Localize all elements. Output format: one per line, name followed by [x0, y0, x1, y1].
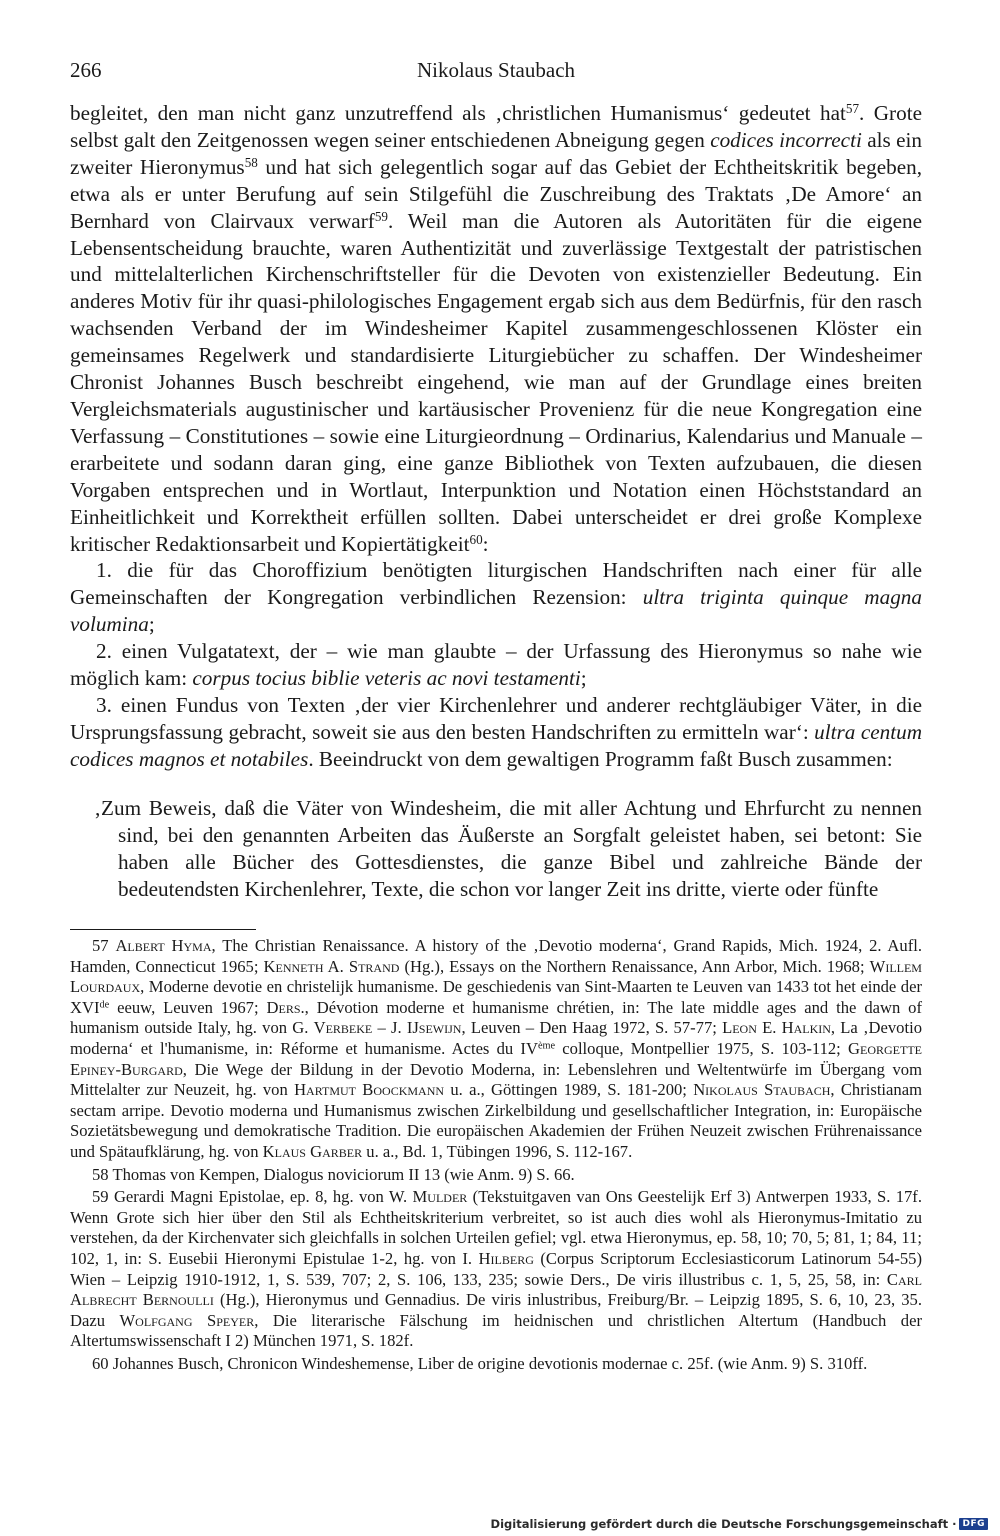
list-item: 3. einen Fundus von Texten ‚der vier Kirchenlehrer und anderer rechtgläubiger Väter, in die Ursprungsfassung gebracht, soweit sie aus den besten Handschriften zu ermitteln war‘: ultra centum codices magnos et notabiles. Beeindruckt von dem gewaltigen Programm faßt Busch zusammen:: [70, 692, 923, 771]
footnote-divider: [70, 929, 256, 930]
footnote-ref[interactable]: 59: [374, 208, 388, 224]
digitization-watermark: [491, 1517, 988, 1531]
footnote-ref[interactable]: 60: [469, 531, 483, 547]
footnote-58: 58 Thomas von Kempen, Dialogus noviciorum II 13 (wie Anm. 9) S. 66.: [92, 1164, 575, 1184]
footnotes: [70, 936, 922, 1376]
dfg-logo-icon: DFG: [959, 1518, 988, 1530]
footnote-ref[interactable]: 58: [244, 154, 258, 170]
body-text: [70, 100, 922, 773]
list-item: 1. die für das Choroffizium benötigten liturgischen Handschriften nach einer für alle Gemeinschaften der Kongregation verbindlichen Rezension: ultra triginta quinque magna volumina;: [70, 558, 922, 637]
running-head: Nikolaus Staubach: [416, 58, 576, 82]
footnote-57: 57 Albert Hyma, The Christian Renaissance. A history of the ‚Devotio moderna‘, Grand Rapids, Mich. 1924, 2. Aufl. Hamden, Connecticut 1965; Kenneth A. Strand (Hg.), Essays on the Northern Renaissance, Ann Arbor, Mich. 1968; Willem Lourdaux, Moderne devotie en christelijk humanisme. De geschiedenis van Sint-Maarten te Leuven van 1433 tot het einde der XVIde eeuw, Leuven 1967; Ders., Dévotion moderne et humanisme chrétien, in: The late middle ages and the dawn of humanism outside Italy, hg. von G. Verbeke – J. IJsewijn, Leuven – Den Haag 1972, S. 57-77; Leon E. Halkin, La ‚Devotio moderna‘ et l'humanisme, in: Réforme et humanisme. Actes du IVème colloque, Montpellier 1975, S. 103-112; Georgette Epiney-Burgard, Die Wege der Bildung in der Devotio Moderna, in: Lebenslehren und Weltentwürfe im Übergang vom Mittelalter zur Neuzeit, hg. von Hartmut Boockmann u. a., Göttingen 1989, S. 181-200; Nikolaus Staubach, Christianam sectam arripe. Devotio moderna und Humanismus zwischen Zirkelbildung und gesellschaftlicher Integration, in: Europäische Sozietätsbewegung und demokratische Tradition. Die europäischen Akademien der Frühen Neuzeit zwischen Frührenaissance und Spätaufklärung, hg. von Klaus Garber u. a., Bd. 1, Tübingen 1996, S. 112-167.: [70, 936, 922, 1161]
block-quote: ‚Zum Beweis, daß die Väter von Windesheim, die mit aller Achtung und Ehrfurcht zu nennen sind, bei den genannten Arbeiten das Äußerste an Sorgfalt geleistet haben, sei betont: Sie haben alle Bücher des Gottesdienstes, die ganze Bibel und zahlreiche Bände der bedeutendsten Kirchenlehrer, Texte, die schon vor langer Zeit ins dritte, vierte oder fünfte: [94, 796, 922, 901]
watermark-text: Digitalisierung gefördert durch die Deutsche Forschungsgemeinschaft ·: [490, 1517, 957, 1531]
footnote-60: 60 Johannes Busch, Chronicon Windeshemense, Liber de origine devotionis modernae c. 25f. (wie Anm. 9) S. 310ff.: [92, 1353, 868, 1373]
footnote-ref[interactable]: 57: [845, 100, 860, 116]
paragraph: begleitet, den man nicht ganz unzutreffend als ‚christlichen Humanismus‘ gedeutet hat$^{57}$. Grote selbst galt den Zeitgenossen wegen seiner entschiedenen Abneigung gegen codices incorrecti als ein zweiter Hieronymus$^{58}$ und hat sich gelegentlich sogar auf das Gebiet der Echtheitskritik begeben, etwa als er unter Berufung auf sein Stilgefühl die Zuschreibung des Traktats ‚De Amore‘ an Bernhard von Clairvaux verwarf$^{59}$. Weil man die Autoren als Autoritäten für die eigene Lebensentscheidung brauchte, waren Authentizität und zuverlässige Textgestalt der patristischen und mittelalterlichen Kirchenschriftsteller für die Devoten von existenzieller Bedeutung. Ein anderes Motiv für ihr quasi-philologisches Engagement ergab sich aus dem Bedürfnis, für den rasch wachsenden Verband der im Windesheimer Kapitel zusammengeschlossenen Klöster ein gemeinsames Regelwerk und standardisierte Liturgiebücher zu schaffen. Der Windesheimer Chronist Johannes Busch beschreibt eingehend, wie man auf der Grundlage eines breiten Vergleichsmaterials augustinischer und kartäusischer Provenienz für die neue Kongregation eine Verfassung – Constitutiones – sowie eine Liturgieordnung – Ordinarius, Kalendarius und Manuale – erarbeitete und sodann daran ging, eine ganze Bibliothek von Texten aufzubauen, die diesen Vorgaben entsprechen und in Wortlaut, Interpunktion und Notation einen Höchststandard an Einheitlichkeit und Korrektheit erfüllen sollten. Dabei unterscheidet er drei große Komplexe kritischer Redaktionsarbeit und Kopiertätigkeit$^{60}$:: [70, 100, 923, 556]
page-number: 266: [70, 58, 102, 82]
page-header: [70, 58, 922, 88]
list-item: 2. einen Vulgatatext, der – wie man glaubte – der Urfassung des Hieronymus so nahe wie möglich kam: corpus tocius biblie veteris ac novi testamenti;: [70, 639, 922, 691]
footnote-59: 59 Gerardi Magni Epistolae, ep. 8, hg. von W. Mulder (Tekstuitgaven van Ons Geestelijk Erf 3) Antwerpen 1933, S. 17f. Wenn Grote sich hier über den Stil als Echtheitskriterium verbreitet, so ist auch dies wohl als Hieronymus-Imitatio zu verstehen, da der Kirchenvater sich gleichfalls in solchen Urteilen gefiel; vgl. etwa Hieronymus, ep. 58, 10; 70, 5; 81, 1; 84, 11; 102, 1, in: S. Eusebii Hieronymi Epistulae 1-2, hg. von I. Hilberg (Corpus Scriptorum Ecclesiasticorum Latinorum 54-55) Wien – Leipzig 1910-1912, 1, S. 539, 707; 2, S. 106, 133, 235; sowie Ders., De viris illustribus c. 1, 5, 25, 58, in: Carl Albrecht Bernoulli (Hg.), Hieronymus und Gennadius. De viris inlustribus, Freiburg/Br. – Leipzig 1895, S. 6, 10, 23, 35. Dazu Wolfgang Speyer, Die literarische Fälschung im heidnischen und christlichen Altertum (Handbuch der Altertumswissenschaft I 2) München 1971, S. 182f.: [70, 1187, 923, 1351]
